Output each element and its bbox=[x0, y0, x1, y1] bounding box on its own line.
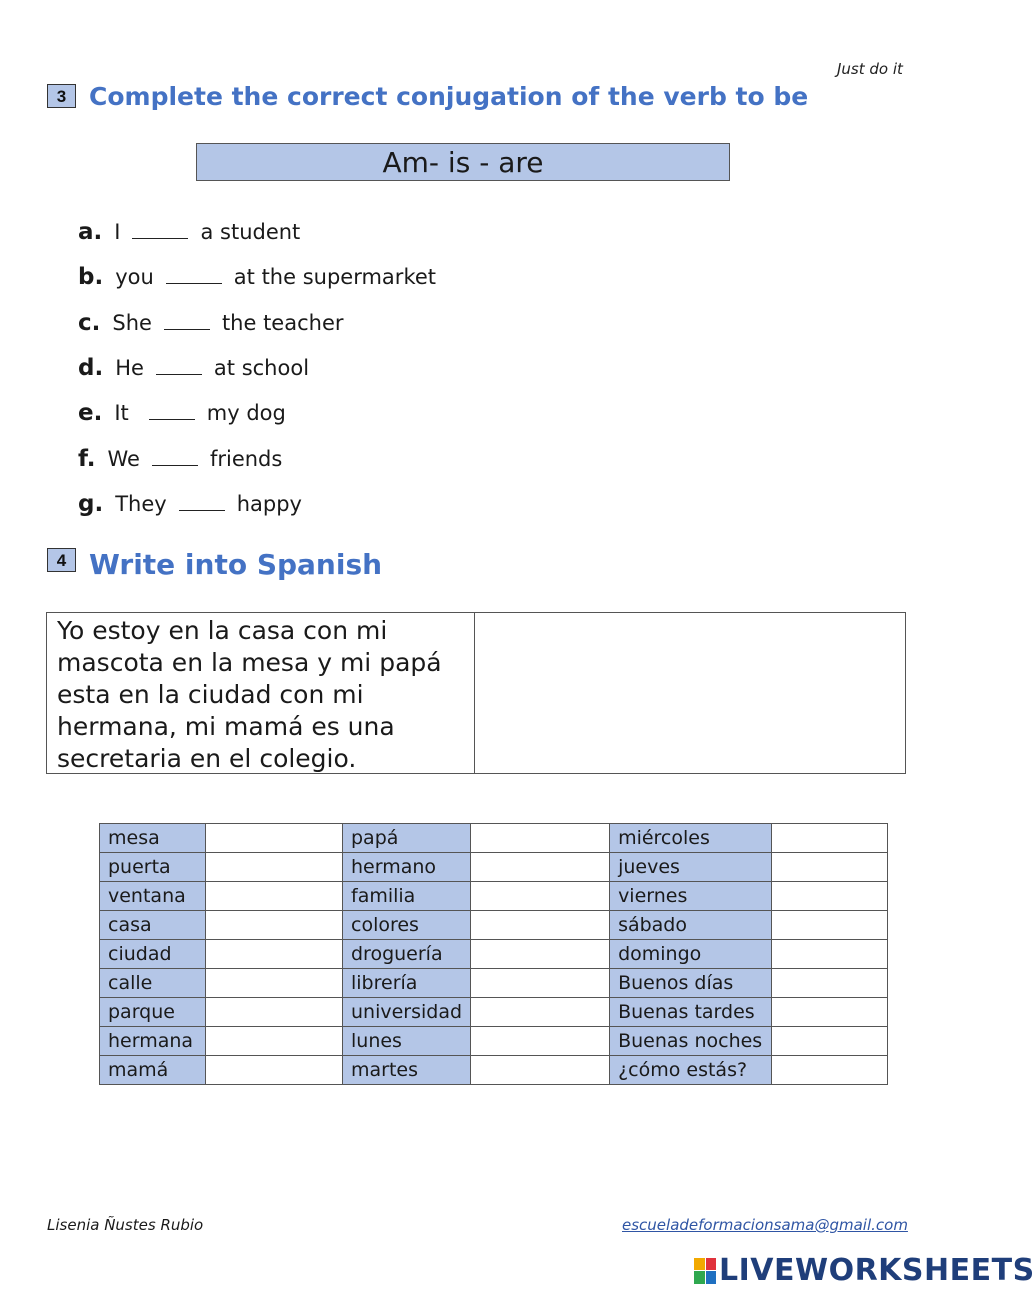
vocab-answer-cell[interactable] bbox=[772, 1027, 888, 1056]
item-rest: at school bbox=[213, 356, 310, 380]
vocab-word: hermana bbox=[100, 1027, 206, 1056]
vocab-answer-cell[interactable] bbox=[772, 824, 888, 853]
item-subject: We bbox=[107, 447, 140, 471]
vocab-answer-cell[interactable] bbox=[772, 882, 888, 911]
vocab-word: ventana bbox=[100, 882, 206, 911]
section-3-number: 3 bbox=[47, 84, 76, 108]
vocab-answer-cell[interactable] bbox=[772, 940, 888, 969]
vocab-row bbox=[100, 911, 888, 940]
vocab-answer-cell[interactable] bbox=[206, 911, 343, 940]
item-letter: b. bbox=[78, 264, 104, 290]
vocab-word: lunes bbox=[343, 1027, 471, 1056]
vocab-answer-cell[interactable] bbox=[206, 853, 343, 882]
vocab-answer-cell[interactable] bbox=[772, 853, 888, 882]
vocab-answer-cell[interactable] bbox=[206, 969, 343, 998]
vocab-row bbox=[100, 969, 888, 998]
vocab-row bbox=[100, 940, 888, 969]
item-rest: my dog bbox=[206, 401, 286, 425]
vocab-row bbox=[100, 853, 888, 882]
translation-answer-box[interactable] bbox=[475, 613, 905, 773]
vocab-word: Buenas noches bbox=[610, 1027, 772, 1056]
answer-blank[interactable] bbox=[166, 282, 222, 284]
vocab-row bbox=[100, 882, 888, 911]
exercise-item-b bbox=[78, 264, 436, 290]
vocab-word: mesa bbox=[100, 824, 206, 853]
word-bank: Am- is - are bbox=[196, 143, 730, 181]
item-subject: They bbox=[115, 492, 167, 516]
vocab-word: librería bbox=[343, 969, 471, 998]
vocab-word: ¿cómo estás? bbox=[610, 1056, 772, 1085]
exercise-item-f bbox=[78, 446, 282, 472]
item-rest: friends bbox=[209, 447, 283, 471]
vocab-word: Buenos días bbox=[610, 969, 772, 998]
translation-table bbox=[46, 612, 906, 774]
vocab-row bbox=[100, 998, 888, 1027]
section-4-title: Write into Spanish bbox=[89, 548, 383, 581]
answer-blank[interactable] bbox=[179, 509, 225, 511]
vocab-word: jueves bbox=[610, 853, 772, 882]
vocab-answer-cell[interactable] bbox=[206, 1027, 343, 1056]
item-letter: f. bbox=[78, 446, 96, 472]
vocabulary-table bbox=[99, 823, 888, 1085]
liveworksheets-logo bbox=[694, 1253, 1035, 1288]
section-4-number: 4 bbox=[47, 548, 76, 572]
vocab-answer-cell[interactable] bbox=[471, 1027, 610, 1056]
vocab-word: domingo bbox=[610, 940, 772, 969]
vocab-answer-cell[interactable] bbox=[471, 940, 610, 969]
item-rest: the teacher bbox=[221, 311, 344, 335]
vocab-answer-cell[interactable] bbox=[206, 940, 343, 969]
vocab-answer-cell[interactable] bbox=[772, 969, 888, 998]
vocab-word: parque bbox=[100, 998, 206, 1027]
exercise-item-g bbox=[78, 491, 302, 517]
vocab-row bbox=[100, 1027, 888, 1056]
item-subject: I bbox=[114, 220, 121, 244]
vocab-answer-cell[interactable] bbox=[772, 1056, 888, 1085]
vocab-answer-cell[interactable] bbox=[471, 882, 610, 911]
vocab-answer-cell[interactable] bbox=[206, 998, 343, 1027]
vocab-word: calle bbox=[100, 969, 206, 998]
vocab-word: colores bbox=[343, 911, 471, 940]
item-rest: at the supermarket bbox=[233, 265, 437, 289]
item-subject: you bbox=[115, 265, 154, 289]
item-letter: c. bbox=[78, 310, 101, 336]
liveworksheets-mark-icon bbox=[694, 1258, 716, 1284]
vocab-answer-cell[interactable] bbox=[471, 998, 610, 1027]
item-subject: She bbox=[112, 311, 152, 335]
vocab-row bbox=[100, 1056, 888, 1085]
vocab-word: viernes bbox=[610, 882, 772, 911]
answer-blank[interactable] bbox=[156, 373, 202, 375]
spanish-passage: Yo estoy en la casa con mi mascota en la mesa y mi papá esta en la ciudad con mi hermana, mi mamá es una secretaria en el colegio. bbox=[47, 613, 475, 773]
vocab-answer-cell[interactable] bbox=[471, 1056, 610, 1085]
answer-blank[interactable] bbox=[149, 418, 195, 420]
vocab-answer-cell[interactable] bbox=[471, 824, 610, 853]
vocab-row bbox=[100, 824, 888, 853]
vocab-word: familia bbox=[343, 882, 471, 911]
brand-wordmark: LIVEWORKSHEETS bbox=[719, 1253, 1035, 1288]
vocab-answer-cell[interactable] bbox=[206, 1056, 343, 1085]
vocab-word: mamá bbox=[100, 1056, 206, 1085]
section-3-title: Complete the correct conjugation of the verb to be bbox=[89, 82, 809, 111]
vocab-word: casa bbox=[100, 911, 206, 940]
answer-blank[interactable] bbox=[164, 328, 210, 330]
contact-email-link[interactable]: escueladeformacionsama@gmail.com bbox=[622, 1216, 908, 1234]
exercise-item-e bbox=[78, 400, 286, 426]
item-letter: e. bbox=[78, 400, 103, 426]
vocab-word: sábado bbox=[610, 911, 772, 940]
vocab-word: miércoles bbox=[610, 824, 772, 853]
item-rest: happy bbox=[236, 492, 302, 516]
vocab-answer-cell[interactable] bbox=[471, 969, 610, 998]
exercise-item-a bbox=[78, 219, 300, 245]
vocab-answer-cell[interactable] bbox=[206, 824, 343, 853]
vocab-word: universidad bbox=[343, 998, 471, 1027]
author-name: Lisenia Ñustes Rubio bbox=[47, 1216, 204, 1234]
vocab-word: hermano bbox=[343, 853, 471, 882]
item-rest: a student bbox=[200, 220, 301, 244]
vocab-word: papá bbox=[343, 824, 471, 853]
exercise-item-c bbox=[78, 310, 344, 336]
vocab-word: martes bbox=[343, 1056, 471, 1085]
vocab-word: droguería bbox=[343, 940, 471, 969]
header-note: Just do it bbox=[837, 60, 903, 78]
item-subject: It bbox=[114, 401, 129, 425]
item-letter: d. bbox=[78, 355, 104, 381]
answer-blank[interactable] bbox=[132, 237, 188, 239]
vocab-answer-cell[interactable] bbox=[471, 911, 610, 940]
vocab-answer-cell[interactable] bbox=[772, 998, 888, 1027]
item-letter: g. bbox=[78, 491, 104, 517]
vocab-word: ciudad bbox=[100, 940, 206, 969]
item-subject: He bbox=[115, 356, 144, 380]
item-letter: a. bbox=[78, 219, 103, 245]
vocab-answer-cell[interactable] bbox=[471, 853, 610, 882]
vocab-answer-cell[interactable] bbox=[206, 882, 343, 911]
vocab-answer-cell[interactable] bbox=[772, 911, 888, 940]
answer-blank[interactable] bbox=[152, 464, 198, 466]
exercise-item-d bbox=[78, 355, 309, 381]
vocab-word: Buenas tardes bbox=[610, 998, 772, 1027]
vocab-word: puerta bbox=[100, 853, 206, 882]
